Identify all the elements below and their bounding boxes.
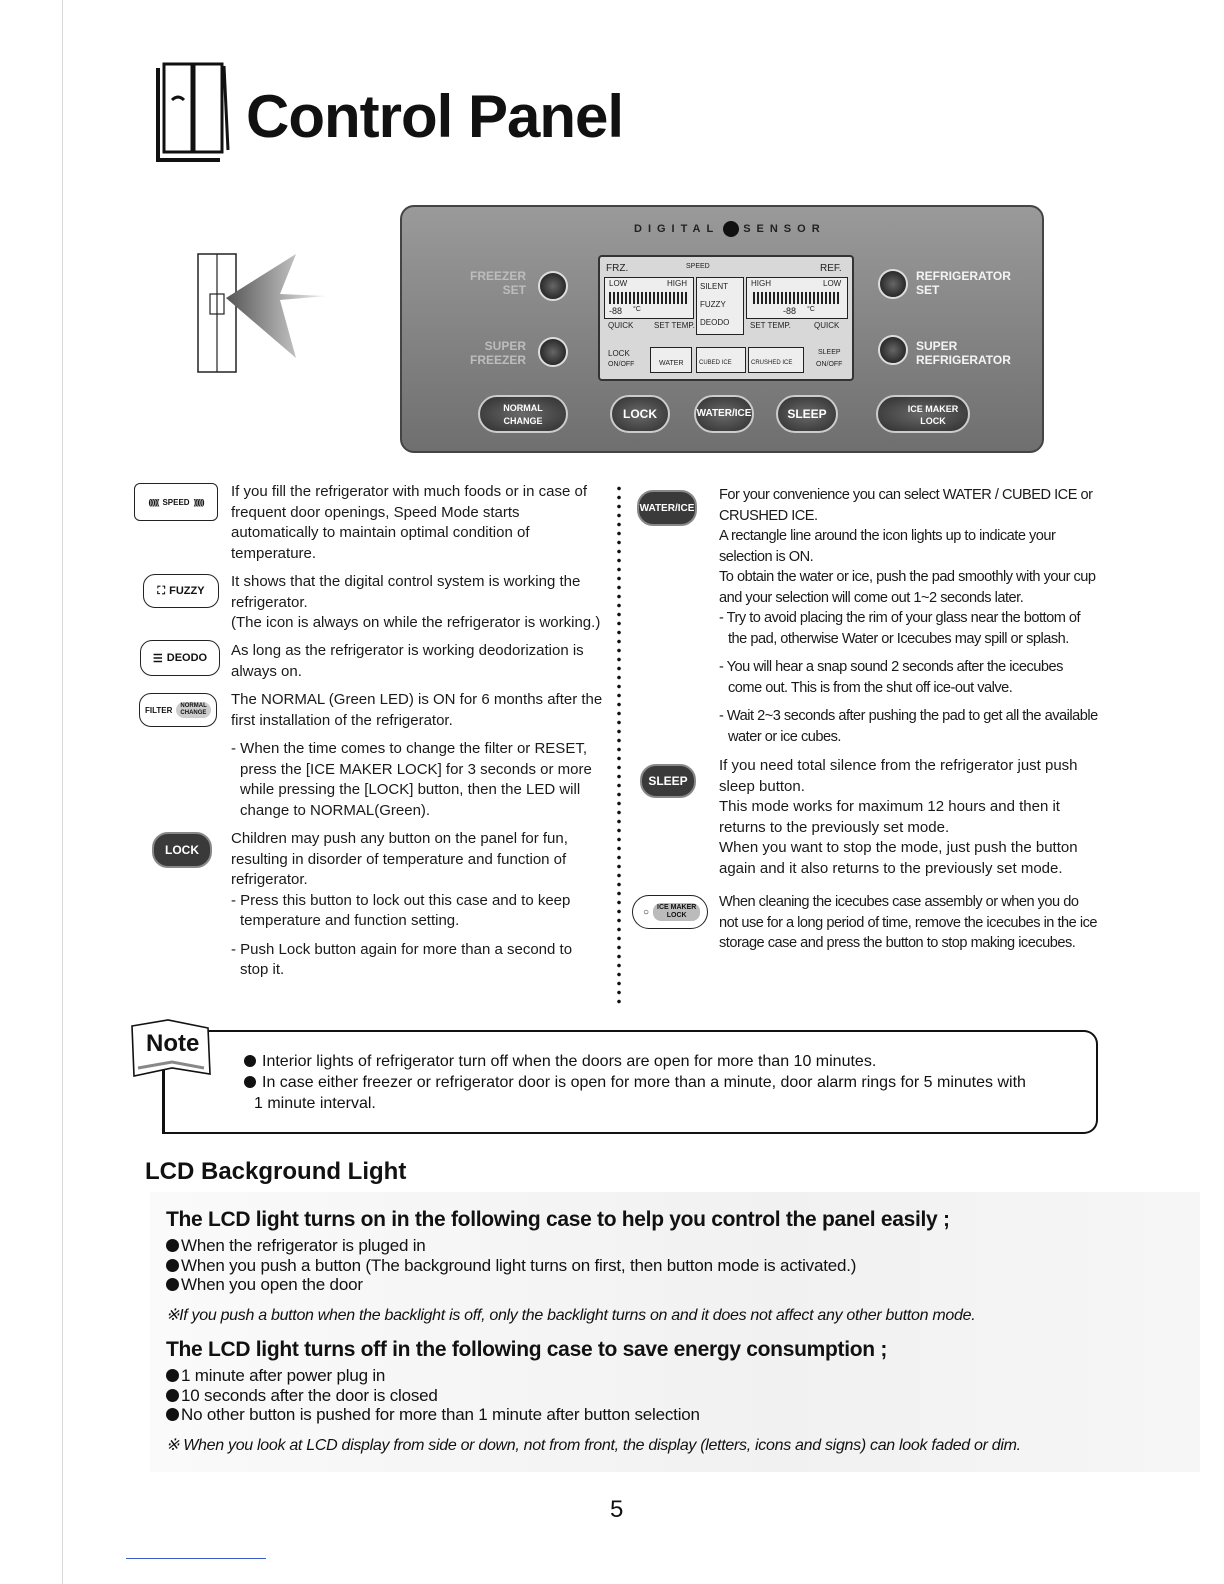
water-ice-text-2: A rectangle line around the icon lights up to indicate your selection is ON. [719, 528, 1056, 565]
lcd-on-heading: The LCD light turns on in the following case to help you control the panel easily ; [166, 1208, 950, 1231]
refrigerator-set-label: REFRIGERATOR SET [916, 269, 1011, 297]
normal-label: NORMAL [503, 403, 543, 413]
control-panel [400, 205, 1044, 453]
fuzzy-symbol-icon: ⛶ [157, 584, 166, 597]
lcd-ref-unit: °C [807, 306, 815, 313]
lcd-frz-set-temp: SET TEMP. [654, 321, 695, 330]
fridge-icon [150, 60, 230, 170]
fuzzy-text: It shows that the digital control system is working the refrigerator. [231, 573, 581, 611]
fuzzy-description [231, 572, 611, 634]
sleep-text: If you need total silence from the refrigerator just push sleep button. [719, 757, 1078, 795]
filter-text-2: - When the time comes to change the filter or RESET, press the [ICE MAKER LOCK] for 3 seconds or more while pressing the [LOCK] button, then the LED will change to NORMAL(Green). [231, 740, 592, 819]
note-item-continuation: 1 minute interval. [254, 1095, 376, 1112]
bullet-icon [166, 1369, 179, 1382]
lcd-deodo: DEODO [700, 318, 730, 327]
bullet-icon [166, 1408, 179, 1421]
refrigerator-illustration [196, 248, 326, 376]
water-ice-description [719, 485, 1099, 747]
water-ice-button[interactable]: WATER/ICE [694, 395, 754, 433]
deodo-symbol-icon: ☰ [152, 652, 163, 665]
lcd-on-remark: ※If you push a button when the backlight is off, only the backlight turns on and it does not affect any other button mode. [166, 1306, 976, 1324]
page-number: 5 [610, 1496, 624, 1523]
footer-rule [126, 1558, 266, 1559]
list-item [166, 1386, 1206, 1406]
led-circle-icon: ○ [643, 906, 650, 918]
lcd-crushed-ice [748, 347, 804, 373]
lcd-freezer-level [604, 277, 694, 319]
note-item [244, 1072, 1084, 1093]
speed-arrows-left-icon: (((((( [148, 497, 159, 507]
note-item [244, 1051, 1084, 1072]
deodo-icon [140, 640, 220, 676]
change-label: CHANGE [503, 416, 543, 426]
note-item-text: Interior lights of refrigerator turn off when the doors are open for more than 10 minutes. [262, 1053, 877, 1070]
sleep-text-3: When you want to stop the mode, just push the button again and it also returns to the previously set mode. [719, 839, 1078, 877]
bullet-icon [166, 1389, 179, 1402]
list-item [166, 1405, 1206, 1425]
brand-left: DIGITAL [634, 222, 720, 235]
sleep-button[interactable]: SLEEP [776, 395, 838, 433]
lcd-speed: SPEED [686, 263, 710, 270]
lcd-frz-quick: QUICK [608, 321, 634, 330]
fuzzy-icon [143, 574, 219, 608]
lcd-off-heading: The LCD light turns off in the following case to save energy consumption ; [166, 1338, 888, 1361]
freezer-set-button[interactable] [538, 271, 568, 301]
speed-icon-label: SPEED [162, 497, 190, 507]
lcd-lock: LOCK [608, 349, 630, 358]
lock-description [231, 829, 601, 981]
page-title: Control Panel [246, 83, 624, 150]
sleep-description [719, 756, 1099, 879]
lcd-cubed-ice-label: CUBED ICE [699, 360, 732, 366]
lcd-cubed-ice [696, 347, 746, 373]
speed-arrows-right-icon: )))))) [193, 497, 204, 507]
lcd-fuzzy: FUZZY [700, 300, 726, 309]
bullet-icon [166, 1278, 179, 1291]
normal-change-button[interactable] [478, 395, 568, 433]
list-item-text: No other button is pushed for more than 1 minute after button selection [181, 1405, 700, 1424]
lcd-frz-high: HIGH [667, 279, 687, 288]
filter-icon-label: FILTER [145, 705, 173, 715]
lcd-ref-quick: QUICK [814, 321, 840, 330]
ice-maker-lock-button[interactable] [876, 395, 970, 433]
list-item-text: When the refrigerator is pluged in [181, 1236, 426, 1255]
water-ice-text: For your convenience you can select WATER / CUBED ICE or CRUSHED ICE. [719, 487, 1093, 524]
filter-normal-label: NORMAL [180, 703, 207, 709]
filter-text: The NORMAL (Green LED) is ON for 6 months after the first installation of the refrigerator. [231, 691, 603, 729]
refrigerator-level-bar [753, 292, 841, 304]
water-ice-text-4: - Try to avoid placing the rim of your glass near the bottom of the pad, otherwise Water or Icecubes may spill or splash. [719, 610, 1081, 647]
lcd-ref-temp: -88 [783, 306, 797, 316]
note-label: Note [146, 1030, 200, 1057]
ice-maker-lock-label: LOCK [920, 416, 946, 426]
lock-text-3: - Push Lock button again for more than a second to stop it. [231, 940, 573, 978]
filter-led-icon [176, 702, 210, 718]
bullet-icon [244, 1055, 256, 1067]
ice-maker-pill-icon [653, 903, 700, 921]
lcd-water [650, 347, 692, 373]
bullet-icon [244, 1076, 256, 1088]
lcd-display [598, 255, 854, 381]
lcd-ref-high: HIGH [751, 279, 771, 288]
water-ice-icon: WATER/ICE [637, 490, 697, 526]
list-item-text: When you push a button (The background light turns on first, then button mode is activated.) [181, 1255, 857, 1275]
fuzzy-text-2: (The icon is always on while the refrigerator is working.) [231, 614, 601, 631]
speed-description: If you fill the refrigerator with much foods or in case of frequent door openings, Speed Mode starts automatically to maintain optimal condition of temperature. [231, 483, 587, 562]
column-divider [617, 484, 621, 1004]
list-item [166, 1366, 1206, 1386]
bullet-icon [166, 1239, 179, 1252]
lock-button[interactable]: LOCK [610, 395, 670, 433]
ice-maker-description: When cleaning the icecubes case assembly or when you do not use for a long period of time, remove the icecubes in the ice storage case and press the button to stop making icecubes. [719, 894, 1097, 951]
filter-icon [139, 693, 217, 727]
note-content [244, 1051, 1084, 1114]
fuzzy-icon-label: FUZZY [169, 585, 205, 597]
water-ice-text-6: - Wait 2~3 seconds after pushing the pad to get all the available water or ice cubes. [719, 708, 1098, 745]
filter-change-label: CHANGE [180, 710, 207, 716]
list-item [166, 1256, 1206, 1276]
sensor-icon [723, 221, 739, 237]
lcd-frz: FRZ. [606, 263, 629, 274]
page-margin-rule [62, 0, 63, 1584]
speed-icon [134, 483, 218, 521]
water-ice-text-3: To obtain the water or ice, push the pad smoothly with your cup and your selection will come out 1~2 seconds later. [719, 569, 1096, 606]
list-item-text: 1 minute after power plug in [181, 1366, 386, 1385]
section-title: LCD Background Light [145, 1158, 407, 1185]
list-item-text: 10 seconds after the door is closed [181, 1385, 438, 1405]
brand-right: SENSOR [743, 222, 826, 235]
lcd-water-label: WATER [659, 360, 684, 367]
lcd-off-remark: ※ When you look at LCD display from side or down, not from front, the display (letters, icons and signs) can look faded or dim. [166, 1436, 1021, 1454]
ice-maker-icon-label: ICE MAKER [657, 904, 697, 911]
deodo-description: As long as the refrigerator is working deodorization is always on. [231, 642, 584, 680]
lcd-silent: SILENT [700, 282, 729, 291]
deodo-icon-label: DEODO [166, 652, 208, 664]
lcd-on-block [166, 1208, 1206, 1325]
lcd-frz-low: LOW [609, 279, 628, 288]
refrigerator-set-button[interactable] [878, 269, 908, 299]
super-refrigerator-button[interactable] [878, 335, 908, 365]
super-freezer-label: SUPER FREEZER [469, 339, 526, 367]
ice-maker-icon-label-2: LOCK [666, 912, 687, 919]
filter-description [231, 690, 611, 821]
list-item-text: When you open the door [181, 1275, 363, 1294]
list-item [166, 1236, 1206, 1256]
note-item-text: In case either freezer or refrigerator door is open for more than a minute, door alarm rings for 5 minutes with [262, 1074, 1026, 1091]
lcd-frz-temp: -88 [609, 306, 623, 316]
lcd-ref-low: LOW [823, 279, 842, 288]
super-freezer-button[interactable] [538, 337, 568, 367]
panel-brand [634, 221, 826, 237]
lcd-refrigerator-level [746, 277, 848, 319]
freezer-level-bar [609, 292, 689, 304]
lock-icon: LOCK [152, 832, 212, 868]
ice-maker-lock-icon [632, 895, 708, 929]
bullet-icon [166, 1259, 179, 1272]
ice-maker-label: ICE MAKER [907, 404, 959, 414]
sleep-icon: SLEEP [640, 764, 696, 798]
sleep-text-2: This mode works for maximum 12 hours and then it returns to the previously set mode. [719, 798, 1060, 836]
super-refrigerator-label: SUPER REFRIGERATOR [916, 339, 1011, 367]
lcd-mode-indicators [696, 277, 744, 335]
lcd-off-block [166, 1338, 1206, 1455]
lcd-crushed-ice-label: CRUSHED ICE [751, 360, 793, 366]
lcd-frz-unit: °C [633, 306, 641, 313]
lcd-lock-onoff: ON/OFF [608, 361, 635, 368]
freezer-set-label: FREEZER SET [469, 269, 526, 297]
water-ice-text-5: - You will hear a snap sound 2 seconds after the icecubes come out. This is from the shut off ice-out valve. [719, 659, 1063, 696]
lcd-ref: REF. [820, 263, 842, 274]
lock-text: Children may push any button on the panel for fun, resulting in disorder of temperature and function of refrigerator. [231, 830, 568, 888]
lcd-sleep-onoff: ON/OFF [816, 361, 843, 368]
list-item [166, 1275, 1206, 1295]
lcd-ref-set-temp: SET TEMP. [750, 321, 791, 330]
lock-text-2: - Press this button to lock out this case and to keep temperature and function setting. [231, 891, 571, 929]
lcd-sleep: SLEEP [818, 349, 841, 356]
